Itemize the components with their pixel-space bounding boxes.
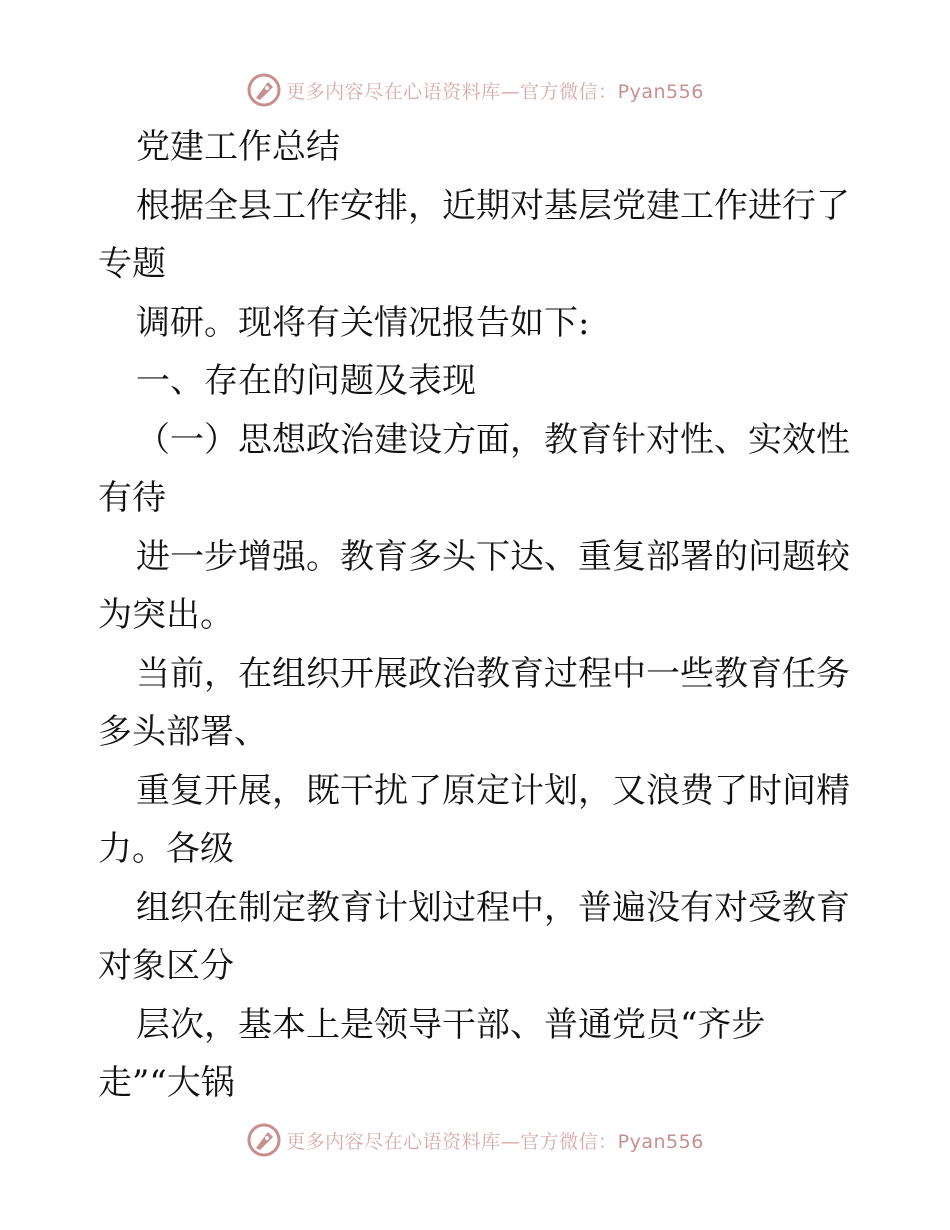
watermark-text: 更多内容尽在心语资料库—官方微信：Pyan556	[286, 1130, 704, 1153]
text-line: 进一步增强。教育多头下达、重复部署的问题较	[136, 536, 850, 577]
text-line: 为突出。	[98, 595, 234, 635]
pen-nib-circle-icon	[246, 1122, 282, 1158]
text-line: 调研。现将有关情况报告如下:	[136, 302, 590, 343]
text-line: 专题	[98, 244, 166, 284]
text-line: 对象区分	[98, 946, 234, 986]
footer-watermark	[0, 1120, 950, 1160]
watermark-text: 更多内容尽在心语资料库—官方微信：Pyan556	[286, 80, 704, 103]
text-line: 组织在制定教育计划过程中，普遍没有对受教育	[136, 887, 850, 928]
text-line: 重复开展，既干扰了原定计划，又浪费了时间精	[136, 770, 850, 811]
document-body	[98, 118, 858, 1113]
section-heading: 一、存在的问题及表现	[136, 361, 476, 401]
text-line: 有待	[98, 478, 166, 518]
header-watermark	[0, 70, 950, 110]
text-line: 根据全县工作安排，近期对基层党建工作进行了	[136, 185, 850, 226]
text-line: 走”“大锅	[98, 1063, 235, 1103]
text-line: 当前，在组织开展政治教育过程中一些教育任务	[136, 653, 850, 694]
text-line: 多头部署、	[98, 712, 268, 752]
subsection-heading: （一）思想政治建设方面，教育针对性、实效性	[136, 419, 850, 460]
text-line: 力。各级	[98, 829, 234, 869]
doc-title: 党建工作总结	[136, 127, 340, 167]
text-line: 层次，基本上是领导干部、普通党员“齐步	[136, 1004, 766, 1045]
pen-nib-circle-icon	[246, 72, 282, 108]
